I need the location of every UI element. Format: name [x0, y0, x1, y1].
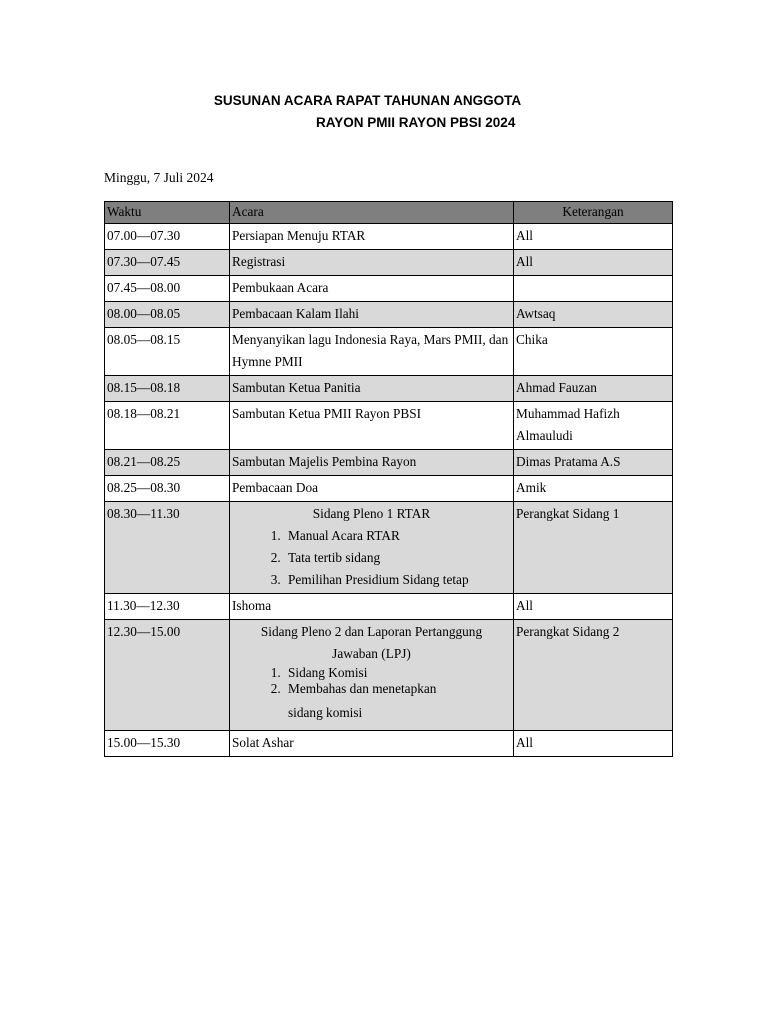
table-row [105, 594, 673, 620]
cell-waktu: 07.00—07.30 [105, 224, 230, 250]
list-item-continuation: sidang komisi [288, 705, 363, 720]
list-item: 2. Tata tertib sidang [284, 547, 511, 569]
list-item: 3. Pemilihan Presidium Sidang tetap [284, 569, 511, 591]
table-row [105, 450, 673, 476]
document-title-line1: SUSUNAN ACARA RAPAT TAHUNAN ANGGOTA [213, 93, 522, 108]
cell-waktu: 07.30—07.45 [105, 250, 230, 276]
cell-keterangan [514, 276, 673, 302]
cell-keterangan: All [514, 731, 673, 757]
table-row [105, 276, 673, 302]
document-title-line2: RAYON PMII RAYON PBSI 2024 [316, 115, 516, 130]
cell-waktu: 08.18—08.21 [105, 402, 230, 450]
cell-acara: Registrasi [230, 250, 514, 276]
header-keterangan: Keterangan [514, 202, 673, 224]
cell-keterangan: Awtsaq [514, 302, 673, 328]
cell-waktu: 08.25—08.30 [105, 476, 230, 502]
cell-keterangan: All [514, 250, 673, 276]
cell-acara: Sambutan Majelis Pembina Rayon [230, 450, 514, 476]
list-item: 2. Membahas dan menetapkan [284, 681, 511, 697]
session-item-list [232, 525, 511, 591]
header-acara: Acara [230, 202, 514, 224]
session-title: Sidang Pleno 1 RTAR [312, 506, 431, 521]
cell-waktu: 08.15—08.18 [105, 376, 230, 402]
table-header-row [105, 202, 673, 224]
cell-keterangan: Chika [514, 328, 673, 376]
cell-keterangan: All [514, 594, 673, 620]
agenda-table [104, 201, 673, 757]
session-item-list [232, 665, 511, 697]
cell-acara: Menyanyikan lagu Indonesia Raya, Mars PMII, dan Hymne PMII [230, 328, 514, 376]
table-row [105, 620, 673, 731]
table-row [105, 476, 673, 502]
event-date: Minggu, 7 Juli 2024 [104, 170, 214, 185]
header-waktu: Waktu [105, 202, 230, 224]
cell-keterangan: Perangkat Sidang 2 [514, 620, 673, 731]
cell-acara: Sambutan Ketua Panitia [230, 376, 514, 402]
cell-keterangan: Perangkat Sidang 1 [514, 502, 673, 594]
cell-waktu: 07.45—08.00 [105, 276, 230, 302]
cell-keterangan: Dimas Pratama A.S [514, 450, 673, 476]
table-row [105, 224, 673, 250]
cell-acara [230, 620, 514, 731]
cell-acara: Solat Ashar [230, 731, 514, 757]
cell-waktu: 08.00—08.05 [105, 302, 230, 328]
cell-waktu: 08.21—08.25 [105, 450, 230, 476]
cell-acara: Persiapan Menuju RTAR [230, 224, 514, 250]
table-row [105, 402, 673, 450]
cell-acara: Pembacaan Doa [230, 476, 514, 502]
list-item: 1. Manual Acara RTAR [284, 525, 511, 547]
cell-keterangan: Ahmad Fauzan [514, 376, 673, 402]
cell-keterangan: Muhammad Hafizh Almauludi [514, 402, 673, 450]
cell-acara: Ishoma [230, 594, 514, 620]
cell-acara: Pembukaan Acara [230, 276, 514, 302]
cell-waktu: 12.30—15.00 [105, 620, 230, 731]
cell-keterangan: Amik [514, 476, 673, 502]
cell-acara [230, 502, 514, 594]
table-row [105, 502, 673, 594]
table-row [105, 731, 673, 757]
table-row [105, 302, 673, 328]
list-item: 1. Sidang Komisi [284, 665, 511, 681]
cell-waktu: 15.00—15.30 [105, 731, 230, 757]
session-title: Sidang Pleno 2 dan Laporan Pertanggung Jawaban (LPJ) [260, 624, 483, 661]
cell-acara: Pembacaan Kalam Ilahi [230, 302, 514, 328]
cell-waktu: 08.05—08.15 [105, 328, 230, 376]
table-row [105, 328, 673, 376]
cell-acara: Sambutan Ketua PMII Rayon PBSI [230, 402, 514, 450]
cell-waktu: 08.30—11.30 [105, 502, 230, 594]
table-row [105, 250, 673, 276]
table-row [105, 376, 673, 402]
cell-waktu: 11.30—12.30 [105, 594, 230, 620]
cell-keterangan: All [514, 224, 673, 250]
